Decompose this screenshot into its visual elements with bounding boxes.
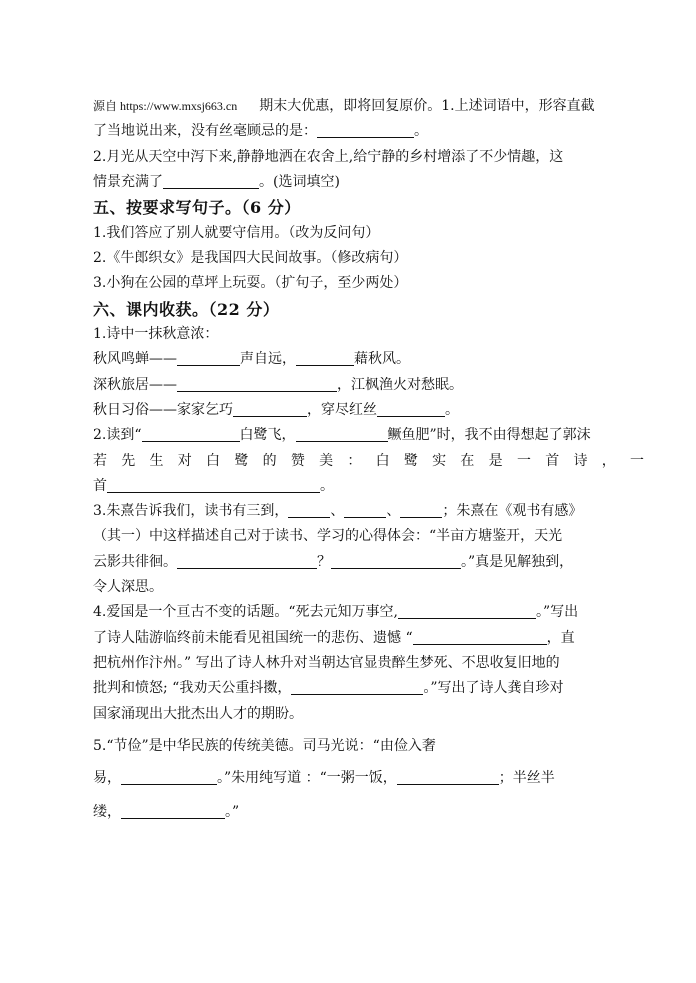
answer-blank[interactable] <box>177 352 240 366</box>
section-5-q1: 1.我们答应了别人就要守信用。（改为反问句） <box>93 224 380 241</box>
answer-blank[interactable] <box>398 605 536 619</box>
s6-q4-line2: 了诗人陆游临终前未能看见祖国统一的悲伤、遗憾 “ ，直 <box>93 629 575 646</box>
answer-blank[interactable] <box>377 403 445 417</box>
s6-q3-line4: 令人深思。 <box>93 579 163 596</box>
q4-1-line2: 了当地说出来，没有丝毫顾忌的是： 。 <box>93 123 428 140</box>
section-6-title: 六、课内收获。（22 分） <box>93 299 280 319</box>
answer-blank[interactable] <box>121 771 217 785</box>
answer-blank[interactable] <box>233 403 307 417</box>
s6-q2-line2: 若先生对白鹭的赞美：白鹭实在是一首诗，一 <box>93 452 644 469</box>
s6-q1-line3: 秋日习俗——家家乞巧 ，穿尽红丝 。 <box>93 401 459 418</box>
source-note-line <box>93 94 644 119</box>
q4-1-text: 1.上述词语中，形容直截 <box>441 98 595 114</box>
q4-2-line1: 2.月光从天空中泻下来,静静地洒在农舍上,给宁静的乡村增添了不少情趣，这 <box>93 148 564 165</box>
section-5-q2: 2.《牛郎织女》是我国四大民间故事。（修改病句） <box>93 249 408 266</box>
s6-q4-line1: 4.爱国是一个亘古不变的话题。“死去元知万事空, 。”写出 <box>93 604 579 621</box>
answer-blank[interactable] <box>288 504 330 518</box>
s6-q5-line2: 易， 。”朱用纯写道 ：“一粥一饭， ；半丝半 <box>93 769 555 786</box>
promo-text: 期末大优惠，即将回复原价。 <box>259 98 442 114</box>
answer-blank[interactable] <box>296 352 354 366</box>
s6-q3-line3: 云影共徘徊。 ？ 。”真是见解独到， <box>93 553 574 570</box>
answer-blank[interactable] <box>107 479 320 493</box>
answer-blank[interactable] <box>344 504 386 518</box>
answer-blank[interactable] <box>163 175 259 189</box>
s6-q3-line2: （其一）中这样描述自己对于读书、学习的心得体会：“半亩方塘鉴开，天光 <box>93 528 563 545</box>
answer-blank[interactable] <box>331 555 461 569</box>
answer-blank[interactable] <box>291 681 423 695</box>
s6-q1-title: 1.诗中一抹秋意浓： <box>93 326 219 343</box>
answer-blank[interactable] <box>400 504 442 518</box>
section-5-title: 五、按要求写句子。（6 分） <box>93 198 301 218</box>
s6-q1-line1: 秋风鸣蝉—— 声自远， 藉秋风。 <box>93 351 410 368</box>
answer-blank[interactable] <box>413 631 547 645</box>
answer-blank[interactable] <box>397 771 499 785</box>
answer-blank[interactable] <box>121 805 225 819</box>
source-url: https://www.mxsj663.cn <box>120 99 238 113</box>
answer-blank[interactable] <box>317 124 414 138</box>
answer-blank[interactable] <box>177 555 317 569</box>
s6-q5-line1: 5.“节俭”是中华民族的传统美德。司马光说：“由俭入奢 <box>93 737 436 754</box>
answer-blank[interactable] <box>177 378 337 392</box>
answer-blank[interactable] <box>296 428 388 442</box>
s6-q4-line3: 把杭州作汴州。” 写出了诗人林升对当朝达官显贵醉生梦死、不思收复旧地的 <box>93 654 560 671</box>
s6-q4-line4: 批判和愤怒; “我劝天公重抖擞， 。”写出了诗人龚自珍对 <box>93 680 564 697</box>
s6-q1-line2: 深秋旅居—— ，江枫渔火对愁眠。 <box>93 376 463 393</box>
source-prefix: 源自 <box>93 99 121 113</box>
s6-q5-line3: 缕， 。” <box>93 803 240 820</box>
s6-q4-line5: 国家涌现出大批杰出人才的期盼。 <box>93 705 303 722</box>
s6-q3-line1: 3.朱熹告诉我们，读书有三到， 、 、 ；朱熹在《观书有感》 <box>93 503 583 520</box>
s6-q2-line3: 首 。 <box>93 477 334 494</box>
q4-2-line2: 情景充满了 。(选词填空) <box>93 173 340 190</box>
section-5-q3: 3.小狗在公园的草坪上玩耍。（扩句子，至少两处） <box>93 275 408 292</box>
answer-blank[interactable] <box>142 428 240 442</box>
s6-q2-line1: 2.读到“ 白鹭飞， 鳜鱼肥”时，我不由得想起了郭沫 <box>93 427 591 444</box>
